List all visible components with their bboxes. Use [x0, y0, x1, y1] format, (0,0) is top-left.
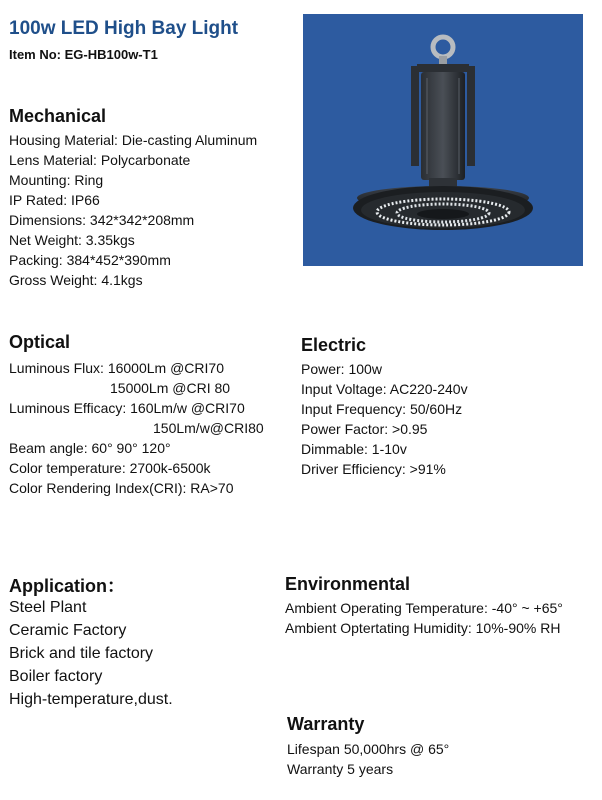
environmental-title: Environmental — [285, 574, 411, 594]
page-title: 100w LED High Bay Light — [9, 18, 239, 39]
list-item: Brick and tile factory — [9, 645, 154, 662]
list-item: Boiler factory — [9, 668, 103, 685]
mechanical-specs — [9, 130, 257, 290]
spec-line: Gross Weight: 4.1kgs — [9, 272, 143, 288]
spec-line: Beam angle: 60° 90° 120° — [9, 440, 171, 456]
electric-title: Electric — [301, 335, 367, 355]
warranty-title: Warranty — [287, 714, 365, 734]
spec-line: Lens Material: Polycarbonate — [9, 152, 191, 168]
environmental-specs — [285, 598, 563, 638]
mechanical-title: Mechanical — [9, 106, 107, 126]
spec-line: Luminous Flux: 16000Lm @CRI70 — [9, 360, 224, 376]
spec-line: 15000Lm @CRI 80 — [110, 380, 231, 396]
spec-line: Ambient Operating Temperature: -40° ~ +65° — [285, 600, 563, 616]
spec-line: Input Voltage: AC220-240v — [301, 381, 468, 397]
spec-line: Power Factor: >0.95 — [301, 421, 428, 437]
list-item: High-temperature,dust. — [9, 691, 173, 708]
spec-line: Power: 100w — [301, 361, 382, 377]
optical-title: Optical — [9, 332, 71, 352]
high-bay-light-image — [303, 14, 583, 266]
list-item: Steel Plant — [9, 599, 87, 616]
application-list — [9, 596, 173, 711]
spec-line: Ambient Optertating Humidity: 10%-90% RH — [285, 620, 561, 636]
spec-line: Luminous Efficacy: 160Lm/w @CRI70 — [9, 400, 245, 416]
spec-line: Color temperature: 2700k-6500k — [9, 460, 211, 476]
spec-line: Warranty 5 years — [287, 761, 394, 777]
warranty-specs — [287, 739, 449, 779]
spec-line: Packing: 384*452*390mm — [9, 252, 171, 268]
item-number: Item No: EG-HB100w-T1 — [9, 47, 158, 62]
spec-line: Input Frequency: 50/60Hz — [301, 401, 463, 417]
spec-line: Net Weight: 3.35kgs — [9, 232, 135, 248]
product-photo — [303, 14, 583, 266]
spec-line: Lifespan 50,000hrs @ 65° — [287, 741, 450, 757]
spec-line: Color Rendering Index(CRI): RA>70 — [9, 480, 234, 496]
spec-line: Mounting: Ring — [9, 172, 104, 188]
electric-specs — [301, 359, 468, 479]
spec-line: Driver Efficiency: >91% — [301, 461, 446, 477]
application-title: Application： — [9, 576, 125, 596]
spec-line: Dimmable: 1-10v — [301, 441, 407, 457]
list-item: Ceramic Factory — [9, 622, 127, 639]
optical-specs — [9, 358, 264, 498]
spec-line: Housing Material: Die-casting Aluminum — [9, 132, 258, 148]
spec-line: 150Lm/w@CRI80 — [153, 420, 264, 436]
spec-line: IP Rated: IP66 — [9, 192, 100, 208]
spec-line: Dimensions: 342*342*208mm — [9, 212, 195, 228]
